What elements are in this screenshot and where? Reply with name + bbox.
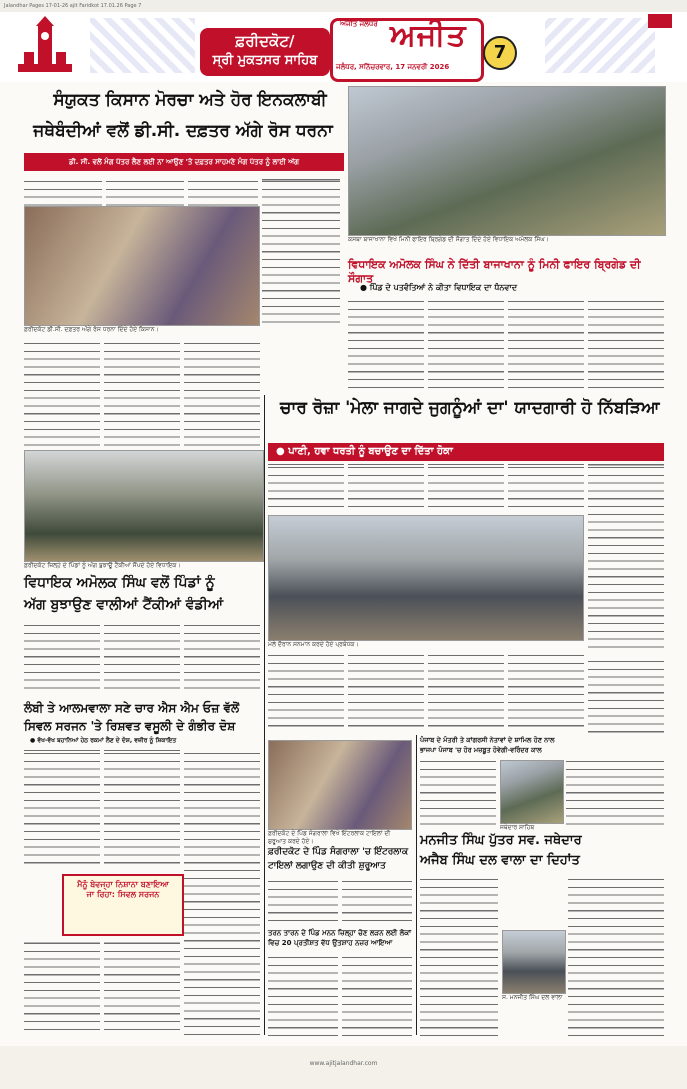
story2-text-column xyxy=(508,298,584,390)
page-number: 7 xyxy=(483,36,517,70)
sidebar-box-title-line1: ਮੈਨੂੰ ਬੇਵਜ੍ਹਾ ਨਿਸ਼ਾਨਾ ਬਣਾਇਆ xyxy=(77,880,169,889)
story1-headline-line2: ਜਥੇਬੰਦੀਆਂ ਵਲੋਂ ਡੀ.ਸੀ. ਦਫ਼ਤਰ ਅੱਗੇ ਰੋਸ ਧਰਨਾ xyxy=(33,121,333,141)
story6-text-column xyxy=(342,954,412,1036)
story3-text-column xyxy=(268,652,344,730)
story1-text-column xyxy=(262,178,340,328)
story3-text-column xyxy=(508,464,584,514)
story3-band: ● ਪਾਣੀ, ਹਵਾ ਧਰਤੀ ਨੂੰ ਬਚਾਉਣ ਦਾ ਦਿੱਤਾ ਹੋਕਾ xyxy=(268,443,664,461)
story1-text-column xyxy=(24,178,102,206)
story1-text-column xyxy=(104,340,180,448)
story2-text-column xyxy=(428,298,504,390)
story5-sidebar-box xyxy=(62,874,184,936)
story1-text-column xyxy=(188,178,258,206)
story8-text-column xyxy=(420,876,498,1036)
story4-headline-line2: ਅੱਗ ਬੁਝਾਉਣ ਵਾਲੀਆਂ ਟੈਂਕੀਆਂ ਵੰਡੀਆਂ xyxy=(24,597,224,613)
story7-kicker: ਪੰਜਾਬ ਦੇ ਮੰਤਰੀ ਤੇ ਕਾਂਗਰਸੀ ਨੇਤਾਵਾਂ ਦੇ ਸ਼ਾਮਿਲ ਹੋਣ ਨਾਲ xyxy=(420,736,555,744)
story3-headline: ਚਾਰ ਰੋਜ਼ਾ 'ਮੇਲਾ ਜਾਗਦੇ ਜੁਗਨੂੰਆਂ ਦਾ' ਯਾਦਗਾਰੀ ਹੋ ਨਿੱਬੜਿਆ xyxy=(280,398,660,418)
story7-portrait-caption: ਜਥੇਦਾਰ ਸਾਹਿਬ xyxy=(500,824,535,831)
story5-text-column xyxy=(184,750,260,1035)
masthead-pattern-left xyxy=(90,18,195,73)
story2-photo-caption: ਕਸਬਾ ਬਾਜਾਖਾਨਾ ਵਿਖੇ ਮਿਨੀ ਫਾਇਰ ਬ੍ਰਿਗੇਡ ਦੀ ਸੌਗਾਤ ਦਿੰਦੇ ਹੋਏ ਵਿਧਾਇਕ ਅਮੋਲਕ ਸਿੰਘ। xyxy=(348,236,549,243)
story3-text-column xyxy=(508,652,584,730)
story6-headline-line2: ਟਾਇਲਾਂ ਲਗਾਉਣ ਦੀ ਕੀਤੀ ਸ਼ੁਰੂਆਤ xyxy=(268,861,386,871)
story5-subhead: ● ਵੱਖ-ਵੱਖ ਬਹਾਨਿਆਂ ਹੇਠ ਰਕਮਾਂ ਲੈਣ ਦੇ ਦੋਸ਼, ਵਜ਼ੀਰ ਨੂੰ ਸ਼ਿਕਾਇਤ xyxy=(30,737,177,744)
edition-place-line2: ਸ੍ਰੀ ਮੁਕਤਸਰ ਸਾਹਿਬ xyxy=(212,53,318,68)
issue-date: ਜਲੰਧਰ, ਸਨਿੱਚਰਵਾਰ, 17 ਜਨਵਰੀ 2026 xyxy=(336,63,450,71)
story6-subhead: ਤਰਨ ਤਾਰਨ ਦੇ ਪਿੰਡ ਮਨਨ ਜ਼ਿਲ੍ਹਾ ਚੋਣ ਲੜਨ ਲਈ ਲੋਕਾਂ ਵਿਚ 20 ਪ੍ਰਤੀਸ਼ਤ ਵੱਧ ਉਤਸ਼ਾਹ ਨਜ਼ਰ ਆਇਆ xyxy=(268,929,412,947)
logo-kicker: ਅਜੀਤ ਜਲੰਧਰ xyxy=(340,20,378,28)
story6-text-column xyxy=(342,878,412,924)
story8-portrait xyxy=(502,930,566,994)
story1-photo-caption: ਫ਼ਰੀਦਕੋਟ ਡੀ.ਸੀ. ਦਫ਼ਤਰ ਅੱਗੇ ਰੋਸ ਧਰਨਾ ਦਿੰਦੇ ਹੋਏ ਕਿਸਾਨ। xyxy=(24,326,159,333)
story6-text-column xyxy=(268,878,338,924)
story2-subhead: ● ਪਿੰਡ ਦੇ ਪਤਵੰਤਿਆਂ ਨੇ ਕੀਤਾ ਵਿਧਾਇਕ ਦਾ ਧੰਨਵਾਦ xyxy=(360,283,518,292)
story4-text-column xyxy=(24,622,100,692)
story7-text-column xyxy=(420,758,496,828)
story4-text-column xyxy=(184,622,260,692)
newspaper-logo: ਅਜੀਤ xyxy=(390,18,467,53)
story4-headline-line1: ਵਿਧਾਇਕ ਅਮੋਲਕ ਸਿੰਘ ਵਲੋਂ ਪਿੰਡਾਂ ਨੂੰ xyxy=(24,575,215,591)
story2-text-column xyxy=(348,298,424,390)
fire-brigade-photo xyxy=(348,86,666,236)
protest-photo xyxy=(24,206,260,326)
story1-headline-line1: ਸੰਯੁਕਤ ਕਿਸਾਨ ਮੋਰਚਾ ਅਤੇ ਹੋਰ ਇਨਕਲਾਬੀ xyxy=(53,90,327,110)
story5-text-column xyxy=(24,940,100,1034)
story3-text-column xyxy=(348,464,424,514)
story7-text-column xyxy=(566,758,664,828)
story5-text-column xyxy=(104,750,180,870)
story4-photo-caption: ਫ਼ਰੀਦਕੋਟ ਜ਼ਿਲ੍ਹੇ ਦੇ ਪਿੰਡਾਂ ਨੂੰ ਅੱਗ ਬੁਝਾਊ ਟੈਂਕੀਆਂ ਸੌਂਪਦੇ ਹੋਏ ਵਿਧਾਇਕ। xyxy=(24,562,181,569)
print-slug: Jalandhar Pages 17-01-26 ajit Faridkot 17.01.26 Page 7 xyxy=(0,0,687,12)
story2-text-column xyxy=(588,298,664,390)
story1-text-column xyxy=(184,340,260,448)
interlock-tiles-photo xyxy=(268,740,412,830)
story2-headline: ਵਿਧਾਇਕ ਅਮੋਲਕ ਸਿੰਘ ਨੇ ਦਿੱਤੀ ਬਾਜਾਖਾਨਾ ਨੂੰ ਮਿਨੀ ਫਾਇਰ ਬ੍ਰਿਗੇਡ ਦੀ ਸੌਗਾਤ xyxy=(348,258,641,285)
clock-tower-icon xyxy=(10,14,80,76)
story6-photo-caption: ਫ਼ਰੀਦਕੋਟ ਦੇ ਪਿੰਡ ਸੰਗਰਾਲਾ ਵਿਖੇ ਇੰਟਰਲਾਕ ਟਾਇਲਾਂ ਦੀ ਸ਼ੁਰੂਆਤ ਕਰਦੇ ਹੋਏ। xyxy=(268,830,391,845)
story5-headline-line2: ਸਿਵਲ ਸਰਜਨ 'ਤੇ ਰਿਸ਼ਵਤ ਵਸੂਲੀ ਦੇ ਗੰਭੀਰ ਦੋਸ਼ xyxy=(24,719,236,733)
story3-text-column xyxy=(268,464,344,514)
story8-portrait-caption: ਸ. ਮਨਜੀਤ ਸਿੰਘ ਦਲ ਵਾਲਾ xyxy=(502,994,563,1001)
footer-url: www.ajitjalandhar.com xyxy=(309,1060,378,1067)
story6-text-column xyxy=(268,954,338,1036)
column-divider xyxy=(264,395,265,1035)
story1-text-column xyxy=(24,340,100,448)
water-tank-photo xyxy=(24,450,264,562)
corner-bar xyxy=(648,14,672,28)
column-divider xyxy=(416,735,417,1035)
story8-headline-line1: ਮਨਜੀਤ ਸਿੰਘ ਪੁੱਤਰ ਸਵ. ਜਥੇਦਾਰ xyxy=(420,833,582,848)
edition-place-box xyxy=(200,28,330,76)
story7-portrait xyxy=(500,760,564,824)
story3-text-column xyxy=(428,652,504,730)
story1-subhead: ਡੀ. ਸੀ. ਵਲੋਂ ਮੰਗ ਪੱਤਰ ਲੈਣ ਲਈ ਨਾ ਆਉਣ 'ਤੇ ਦਫ਼ਤਰ ਸਾਹਮਣੇ ਮੰਗ ਪੱਤਰ ਨੂੰ ਲਾਈ ਅੱਗ xyxy=(24,153,344,171)
story8-headline-line2: ਅਜੈਬ ਸਿੰਘ ਦਲ ਵਾਲਾ ਦਾ ਦਿਹਾਂਤ xyxy=(420,853,580,868)
sidebar-box-title-line2: ਜਾ ਰਿਹਾ: ਸਿਵਲ ਸਰਜਨ xyxy=(86,890,160,899)
story5-headline-line1: ਲੰਬੀ ਤੇ ਆਲਮਵਾਲਾ ਸਣੇ ਚਾਰ ਐਸ ਐਮ ਓਜ਼ ਵੱਲੋਂ xyxy=(24,701,240,715)
story3-text-column xyxy=(588,464,664,654)
story5-text-column xyxy=(104,940,180,1034)
story8-text-column xyxy=(568,876,664,1036)
story3-photo-caption: ਮੇਲੇ ਦੌਰਾਨ ਸਨਮਾਨ ਕਰਦੇ ਹੋਏ ਪ੍ਰਬੰਧਕ। xyxy=(268,641,359,648)
mela-photo xyxy=(268,515,584,641)
story4-text-column xyxy=(104,622,180,692)
masthead-pattern-right xyxy=(545,18,655,73)
story6-headline-line1: ਫ਼ਰੀਦਕੋਟ ਦੇ ਪਿੰਡ ਸੰਗਰਾਲਾ 'ਚ ਇੰਟਰਲਾਕ xyxy=(268,847,409,857)
story1-text-column xyxy=(106,178,184,206)
story3-text-column xyxy=(348,652,424,730)
story3-text-column xyxy=(588,658,664,736)
footer xyxy=(0,1046,687,1089)
story7-kicker-2: ਭਾਜਪਾ ਪੰਜਾਬ 'ਚ ਹੋਰ ਮਜ਼ਬੂਤ ਹੋਵੇਗੀ-ਵਰਿੰਦਰ ਕਾਲ xyxy=(420,746,542,754)
edition-place-line1: ਫ਼ਰੀਦਕੋਟ/ xyxy=(235,32,295,50)
story3-text-column xyxy=(428,464,504,514)
story5-text-column xyxy=(24,750,100,870)
